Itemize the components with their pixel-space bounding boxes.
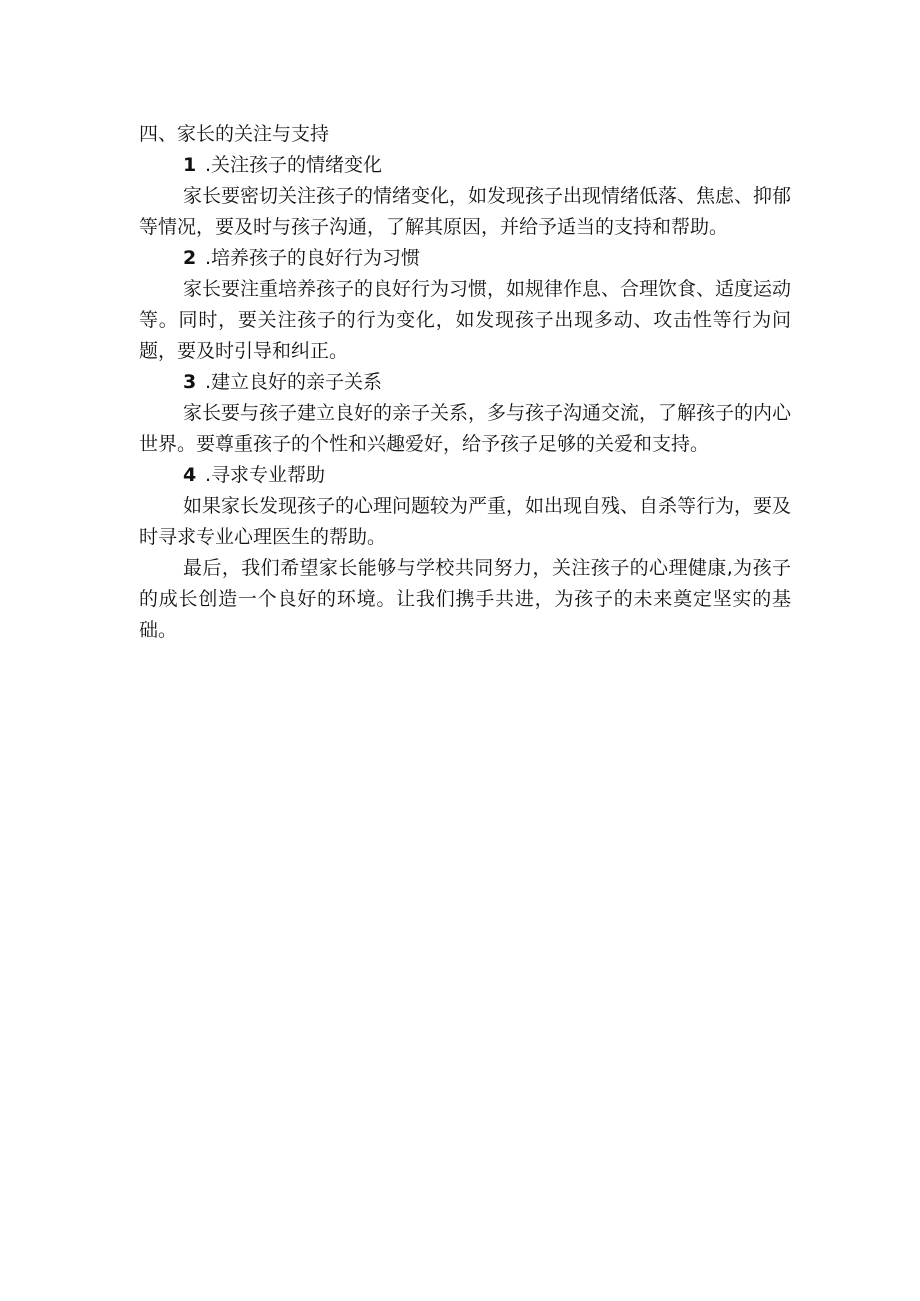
- item-3-body: 家长要与孩子建立良好的亲子关系，多与孩子沟通交流，了解孩子的内心世界。要尊重孩子的个性和兴趣爱好，给予孩子足够的关爱和支持。: [139, 402, 792, 455]
- section-title: 四、家长的关注与支持: [139, 123, 330, 145]
- item-3-heading: [139, 367, 791, 398]
- item-4-title: .寻求专业帮助: [205, 464, 326, 486]
- item-2-body: 家长要注重培养孩子的良好行为习惯，如规律作息、合理饮食、适度运动等。同时，要关注孩子的行为变化，如发现孩子出现多动、攻击性等行为问题，要及时引导和纠正。: [139, 278, 792, 362]
- item-1-body: 家长要密切关注孩子的情绪变化，如发现孩子出现情绪低落、焦虑、抑郁等情况，要及时与孩子沟通，了解其原因，并给予适当的支持和帮助。: [139, 185, 792, 238]
- item-3-number: 3: [183, 371, 197, 393]
- item-2-title: .培养孩子的良好行为习惯: [205, 247, 421, 269]
- document-body: [139, 119, 791, 646]
- item-4-heading: [139, 460, 791, 491]
- item-4-body: 如果家长发现孩子的心理问题较为严重，如出现自残、自杀等行为，要及时寻求专业心理医生的帮助。: [139, 495, 792, 548]
- item-1-heading: [139, 150, 791, 181]
- item-4-number: 4: [183, 464, 197, 486]
- item-3-title: .建立良好的亲子关系: [205, 371, 383, 393]
- item-2-number: 2: [183, 247, 197, 269]
- item-2-heading: [139, 243, 791, 274]
- item-1-number: 1: [183, 154, 197, 176]
- closing-paragraph: 最后，我们希望家长能够与学校共同努力，关注孩子的心理健康,为孩子的成长创造一个良好的环境。让我们携手共进，为孩子的未来奠定坚实的基础。: [139, 557, 791, 641]
- item-1-title: .关注孩子的情绪变化: [205, 154, 383, 176]
